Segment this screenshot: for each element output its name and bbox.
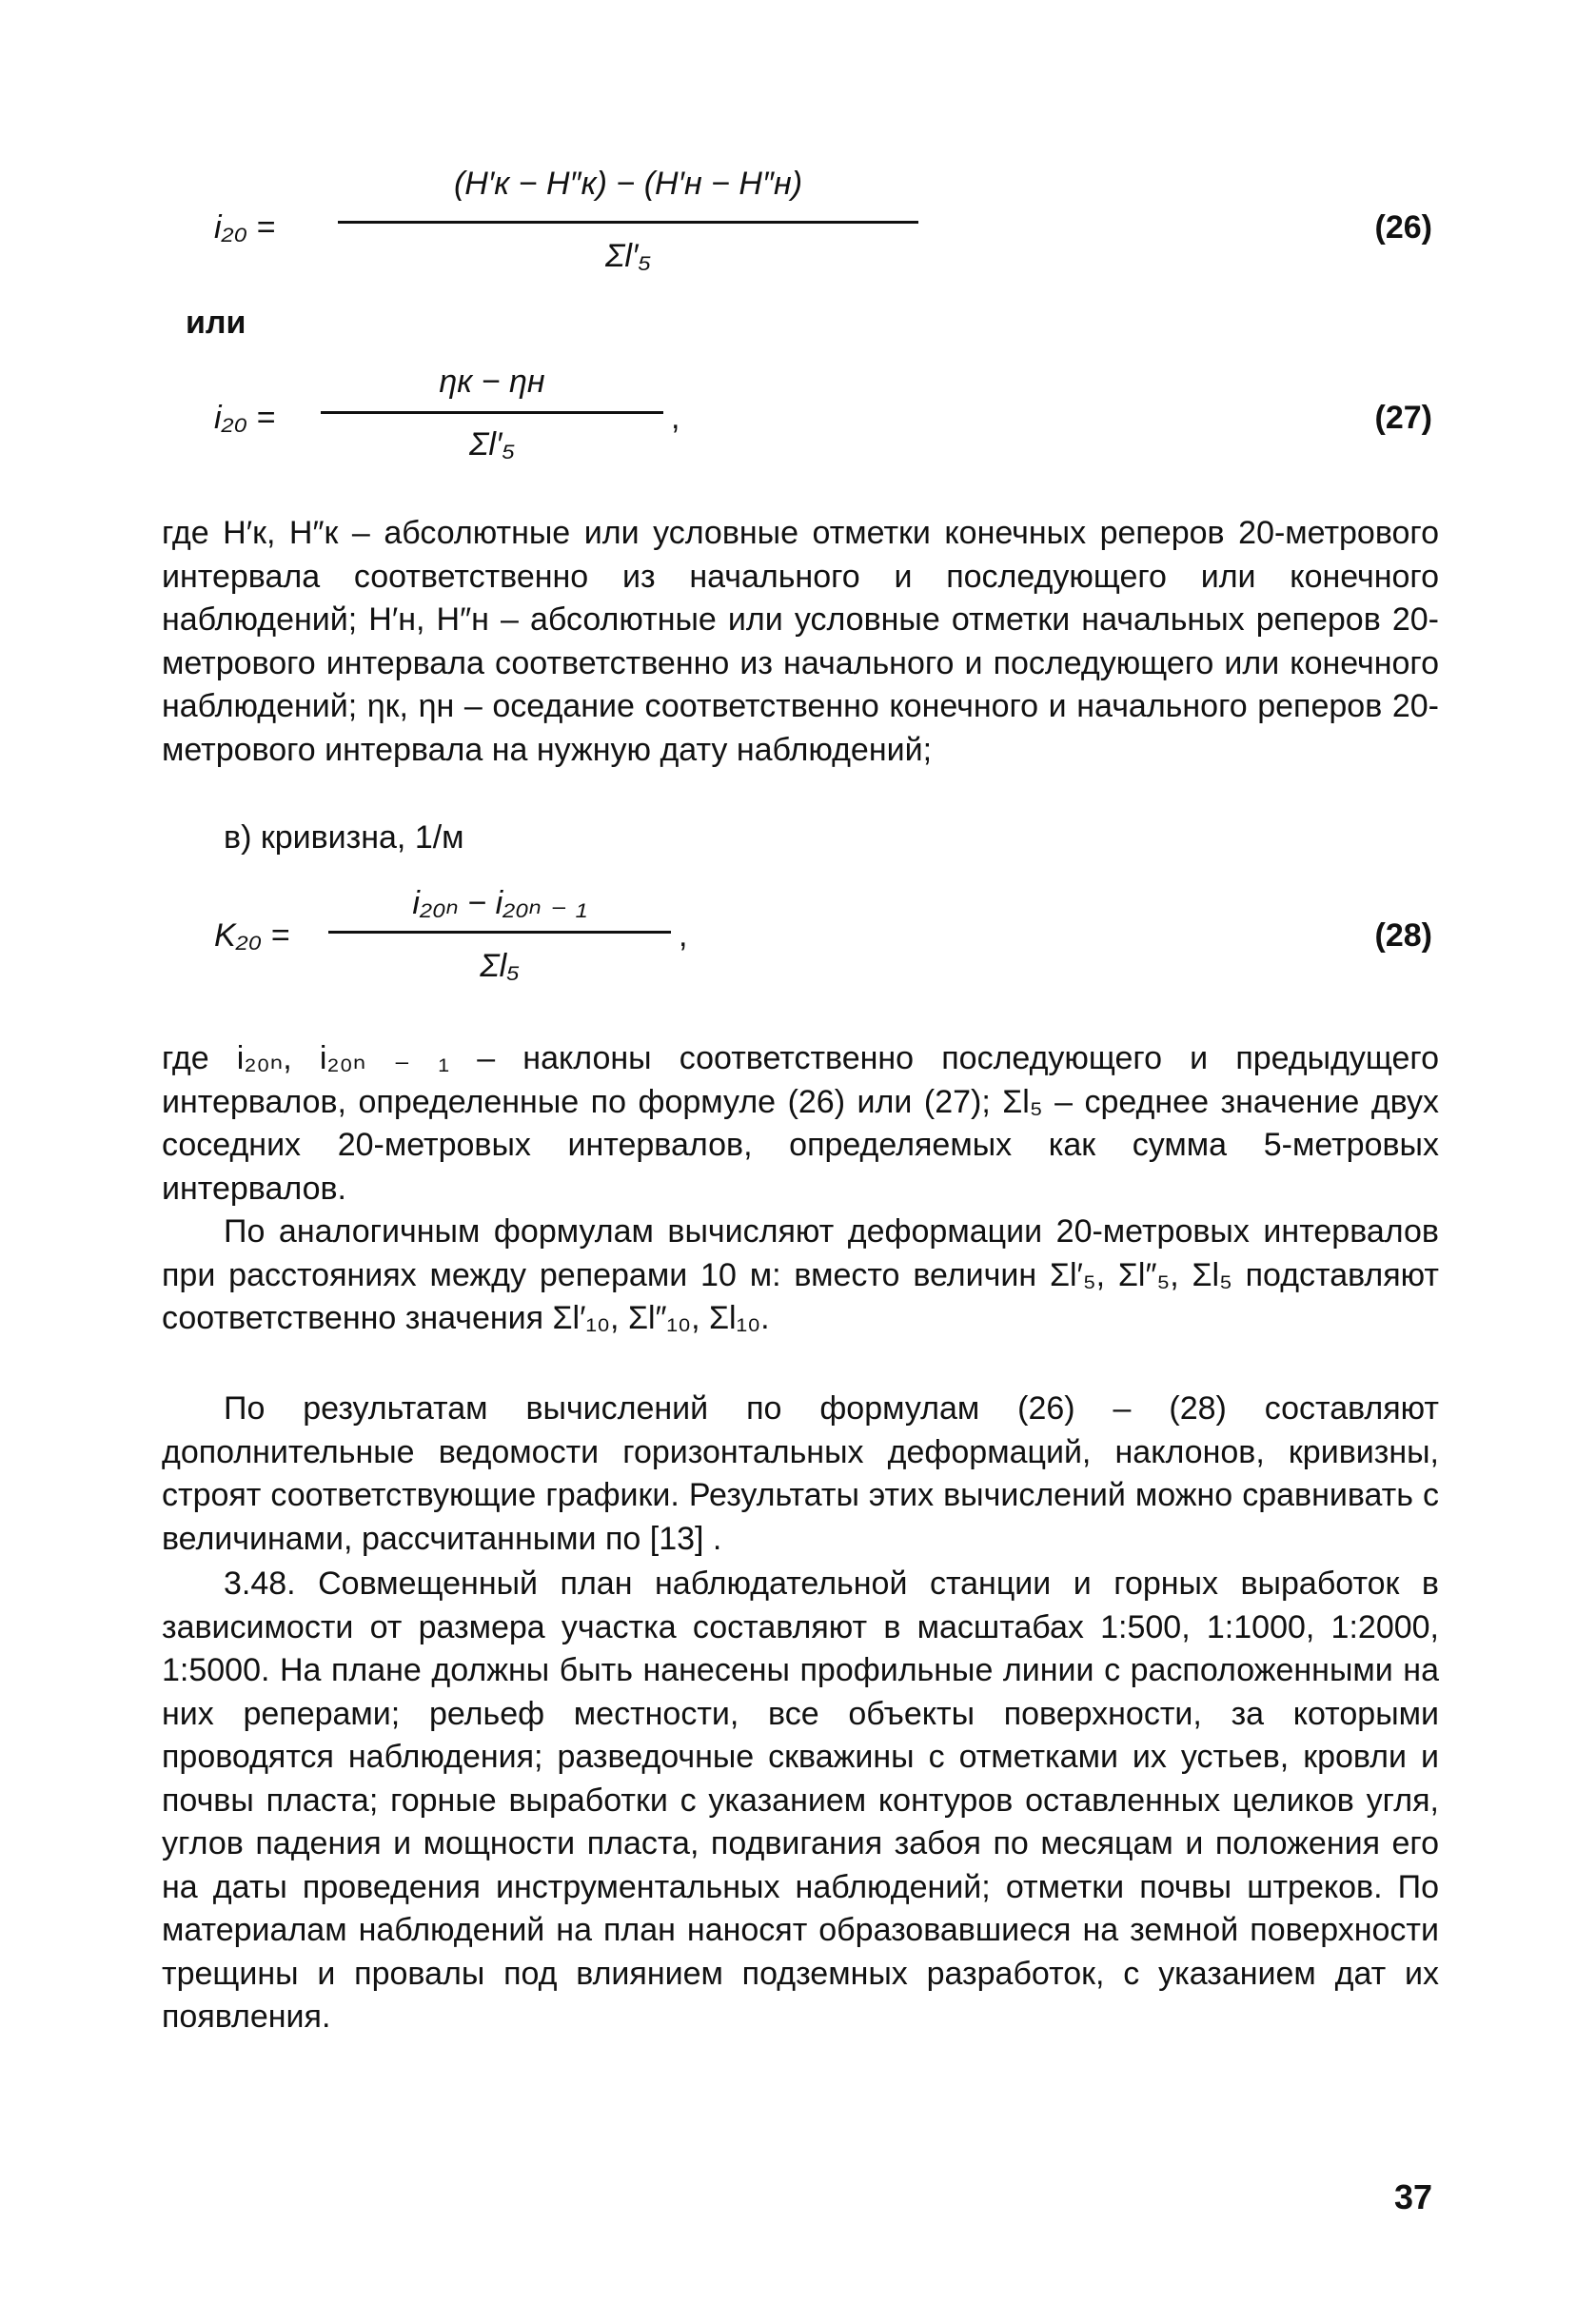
equation-27-number: (27) (1374, 400, 1432, 436)
equation-27-denominator: Σl′₅ (469, 426, 515, 463)
equation-26 (214, 162, 1432, 295)
page-number: 37 (1394, 2177, 1433, 2216)
equation-28-fraction (328, 874, 671, 997)
paragraph-analogous-formulas: По аналогичным формулам вычисляют деформации 20-метровых интервалов при расстояниях между реперами 10 м: вместо величин Σl′₅, Σl″₅, Σl₅ подставляют соответственно значения Σl′₁₀, Σl″₁₀, Σl₁₀. (162, 1213, 1439, 1336)
equation-27-fraction (321, 364, 663, 478)
equation-27-numerator: ηк − ηн (439, 364, 545, 400)
equation-27-comma: , (671, 400, 680, 436)
equation-28 (214, 874, 1432, 997)
paragraph-3-48: 3.48. Совмещенный план наблюдательной станции и горных выработок в зависимости от размера участка составляют в масштабах 1:500, 1:1000, 1:2000, 1:5000. На плане должны быть нанесены профильные линии с расположенными на них реперами; рельеф местности, все объекты поверхности, за которыми проводятся наблюдения; разведочные скважины с отметками их устьев, кровли и почвы пласта; горные выработки с указанием контуров оставленных целиков угля, углов падения и мощности пласта, подвигания забоя по месяцам и положения его на даты проведения инструментальных наблюдений; отметки почвы штреков. По материалам наблюдений на план наносят образовавшиеся на земной поверхности трещины и провалы под влиянием подземных разработок, с указанием дат их появления. (162, 1566, 1439, 2035)
paragraph-results: По результатам вычислений по формулам (26) – (28) составляют дополнительные ведомости горизонтальных деформаций, наклонов, кривизны, строят соответствующие графики. Результаты этих вычислений можно сравнивать с величинами, рассчитанными по [13] . (162, 1390, 1439, 1557)
equation-28-comma: , (679, 917, 688, 954)
fraction-bar (338, 221, 918, 224)
fraction-bar (328, 931, 671, 934)
equation-26-fraction (338, 162, 918, 295)
equation-26-lhs: i₂₀ = (214, 209, 276, 246)
connector-word: или (186, 305, 246, 341)
equation-27-lhs: i₂₀ = (214, 400, 276, 436)
paragraph-definitions-26-27: где H′к, H″к – абсолютные или условные отметки конечных реперов 20-метрового интервала соответственно из начального и последующего или конечного наблюдений; H′н, H″н – абсолютные или условные отметки начальных реперов 20-метрового интервала соответственно из начального и последующего или конечного наблюдений; ηк, ηн – оседание соответственно конечного и начального реперов 20-метрового интервала на нужную дату наблюдений; (162, 515, 1439, 768)
equation-28-denominator: Σl₅ (480, 948, 520, 984)
paragraph-curvature: в) кривизна, 1/м (224, 819, 464, 856)
equation-26-denominator: Σl′₅ (605, 238, 651, 274)
fraction-bar (321, 411, 663, 414)
paragraph-definitions-28: где i₂₀ₙ, i₂₀ₙ ₋ ₁ – наклоны соответственно последующего и предыдущего интервалов, определенные по формуле (26) или (27); Σl₅ – среднее значение двух соседних 20-метровых интервалов, определяемых как сумма 5-метровых интервалов. (162, 1040, 1439, 1207)
equation-28-lhs: K₂₀ = (214, 917, 290, 954)
equation-28-number: (28) (1374, 917, 1432, 954)
equation-26-number: (26) (1374, 209, 1432, 246)
equation-26-numerator: (H′к − H″к) − (H′н − H″н) (453, 166, 803, 202)
equation-27 (214, 364, 1432, 478)
equation-28-numerator: i₂₀ₙ − i₂₀ₙ ₋ ₁ (412, 885, 587, 921)
